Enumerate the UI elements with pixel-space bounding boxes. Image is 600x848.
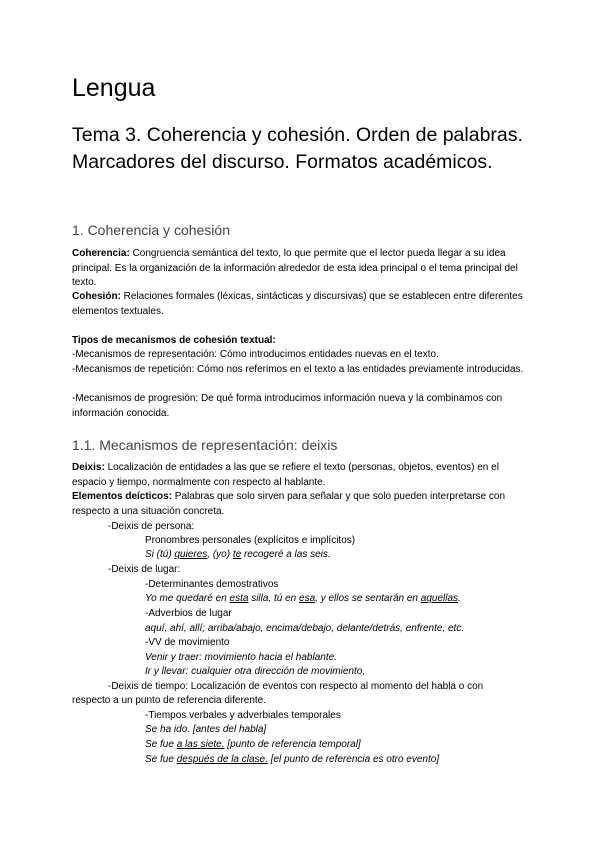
cohesion-definition (72, 290, 534, 319)
tiempo-example-3: Se fue después de la clase. [el punto de referencia es otro evento] (145, 754, 440, 765)
elementos-definition (72, 490, 534, 519)
lugar-determinantes-example: Yo me quedaré en esta silla, tú en esa, y ellos se sentarán en aquellas. (145, 593, 461, 604)
deixis-tiempo-heading-cont: respecto a un punto de referencia diferente. (72, 695, 267, 706)
coherencia-definition (72, 247, 534, 291)
tipo-progresion: -Mecanismos de progresión: De qué forma introducimos información nueva y la combinamos con información conocida. (72, 393, 503, 419)
coherencia-text: Congruencia semántica del texto, lo que permite que el lector pueda llegar a su idea principal. Es la organización de la información alrededor de esta idea principal o el tema principal del texto. (72, 248, 518, 289)
document-title: Lengua (72, 74, 156, 102)
deixis-definition (72, 461, 534, 490)
persona-subheading: Pronombres personales (explícitos e implícitos) (145, 535, 356, 546)
deixis-persona-heading: -Deixis de persona: (108, 521, 195, 532)
topic-heading: Tema 3. Coherencia y cohesión. Orden de palabras. Marcadores del discurso. Formatos académicos. (72, 124, 523, 173)
tipos-heading: Tipos de mecanismos de cohesión textual: (72, 335, 276, 346)
lugar-adverbios: -Adverbios de lugar (145, 608, 232, 619)
section-heading-coherencia: 1. Coherencia y cohesión (72, 222, 230, 238)
tiempo-example-1: Se ha ido. [antes del habla] (145, 724, 267, 735)
section-heading-deixis: 1.1. Mecanismos de representación: deixis (72, 437, 338, 453)
tipo-repeticion: -Mecanismos de repetición: Cómo nos referimos en el texto a las entidades previamente introducidas. (72, 364, 524, 375)
cohesion-text: Relaciones formales (léxicas, sintácticas y discursivas) que se establecen entre diferentes elementos textuales. (72, 291, 523, 317)
coherencia-term: Coherencia: (72, 248, 130, 259)
lugar-movimiento-example-2: Ir y llevar: cualquier otra dirección de movimiento, (145, 666, 366, 677)
deixis-lugar-heading: -Deixis de lugar: (108, 564, 181, 575)
lugar-movimiento: -VV de movimiento (145, 637, 230, 648)
elementos-text: Palabras que solo sirven para señalar y que solo pueden interpretarse con respecto a una situación concreta. (72, 491, 506, 517)
persona-example: Si (tú) quieres, (yo) te recogeré a las seis. (145, 549, 331, 560)
tiempo-subheading: -Tiempos verbales y adverbiales temporales (145, 710, 341, 721)
deixis-tiempo-heading: -Deixis de tiempo: Localización de eventos con respecto al momento del habla o con (108, 681, 484, 692)
lugar-movimiento-example-1: Venir y traer: movimiento hacia el hablante. (145, 652, 337, 663)
lugar-determinantes: -Determinantes demostrativos (145, 579, 279, 590)
cohesion-term: Cohesión: (72, 291, 121, 302)
tipo-representacion: -Mecanismos de representación: Cómo introducimos entidades nuevas en el texto. (72, 349, 439, 360)
deixis-text: Localización de entidades a las que se refiere el texto (personas, objetos, eventos) en el espacio y tiempo, normalmente con respecto al hablante. (72, 462, 499, 488)
deixis-term: Deixis: (72, 462, 105, 473)
lugar-adverbios-example: aquí, ahí, allí; arriba/abajo, encima/debajo, delante/detrás, enfrente, etc. (145, 623, 465, 634)
elementos-term: Elementos deícticos: (72, 491, 173, 502)
tiempo-example-2: Se fue a las siete. [punto de referencia temporal] (145, 739, 361, 750)
